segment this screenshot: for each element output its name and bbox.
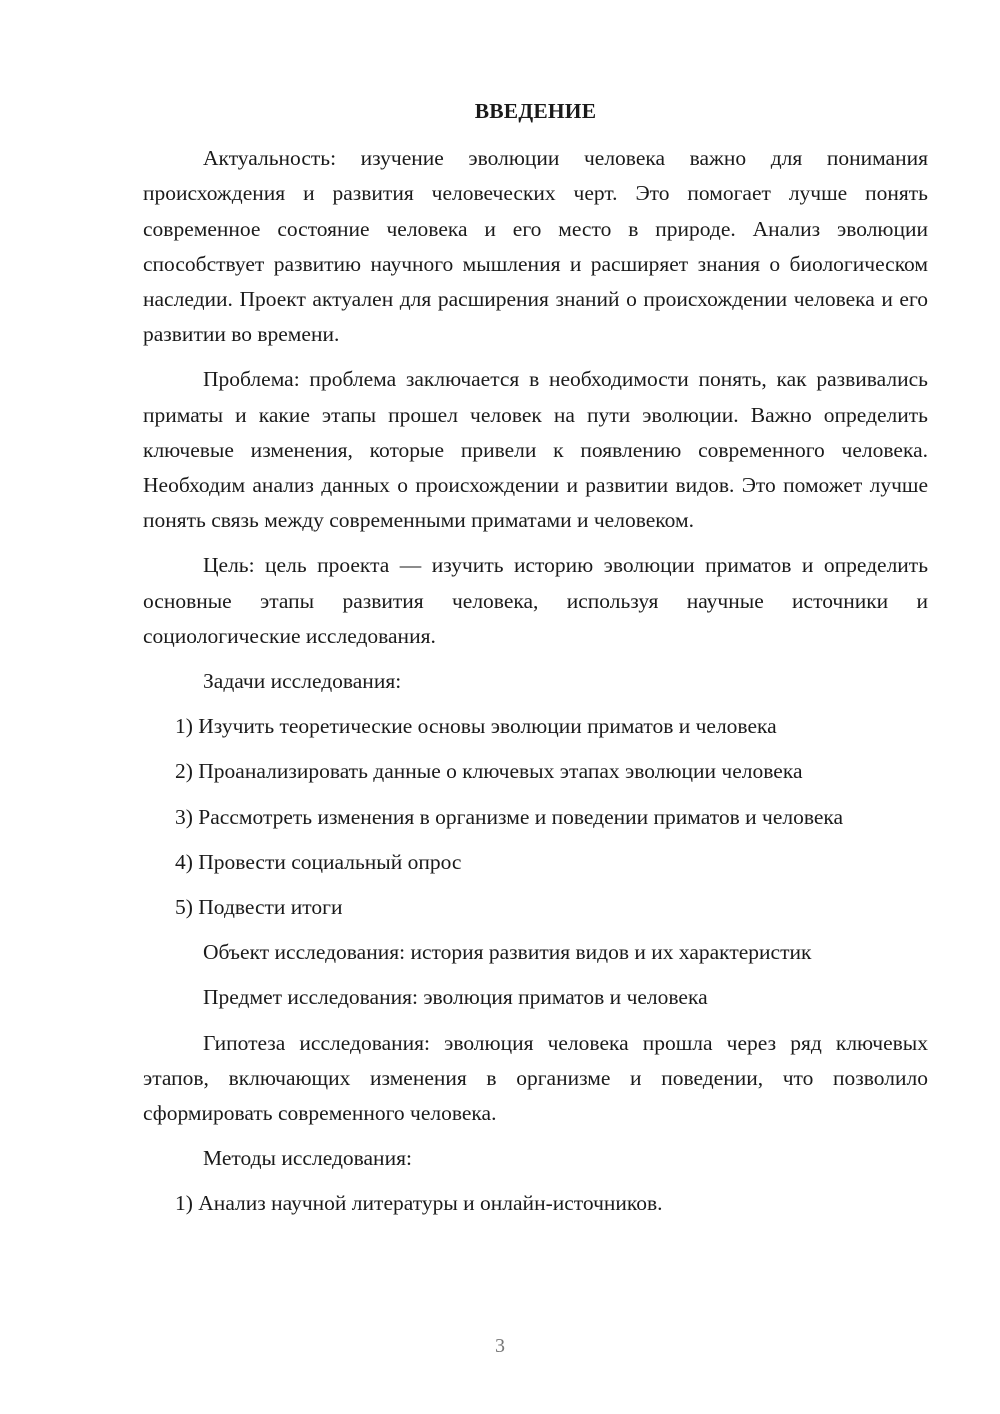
- goal-paragraph: Цель: цель проекта — изучить историю эволюции приматов и определить основные этапы развития человека, используя научные источники и социологические исследования.: [143, 553, 928, 648]
- task-item-2: 2) Проанализировать данные о ключевых этапах эволюции человека: [175, 759, 803, 784]
- relevance-paragraph: Актуальность: изучение эволюции человека важно для понимания происхождения и развития человеческих черт. Это помогает лучше понять современное состояние человека и его место в природе. Анализ эволюции способствует развитию научного мышления и расширяет знания о биологическом наследии. Проект актуален для расширения знаний о происхождении человека и его развитии во времени.: [143, 146, 928, 347]
- task-item-3: 3) Рассмотреть изменения в организме и поведении приматов и человека: [175, 804, 844, 829]
- method-item-1: 1) Анализ научной литературы и онлайн-источников.: [175, 1191, 663, 1216]
- research-subject: Предмет исследования: эволюция приматов и человека: [203, 985, 708, 1010]
- task-item-5: 5) Подвести итоги: [175, 895, 343, 920]
- tasks-heading: Задачи исследования:: [203, 669, 402, 694]
- problem-paragraph: Проблема: проблема заключается в необходимости понять, как развивались приматы и какие этапы прошел человек на пути эволюции. Важно определить ключевые изменения, которые привели к появлению современного человека. Необходим анализ данных о происхождении и развитии видов. Это поможет лучше понять связь между современными приматами и человеком.: [143, 367, 928, 533]
- task-item-1: 1) Изучить теоретические основы эволюции приматов и человека: [175, 714, 777, 739]
- task-item-4: 4) Провести социальный опрос: [175, 849, 462, 874]
- research-object: Объект исследования: история развития видов и их характеристик: [203, 940, 812, 965]
- document-body: [143, 94, 928, 1232]
- hypothesis-paragraph: Гипотеза исследования: эволюция человека прошла через ряд ключевых этапов, включающих изменения в организме и поведении, что позволило сформировать современного человека.: [143, 1030, 928, 1126]
- methods-heading: Методы исследования:: [203, 1146, 412, 1171]
- page-number: 3: [495, 1335, 505, 1357]
- section-title: ВВЕДЕНИЕ: [474, 99, 597, 123]
